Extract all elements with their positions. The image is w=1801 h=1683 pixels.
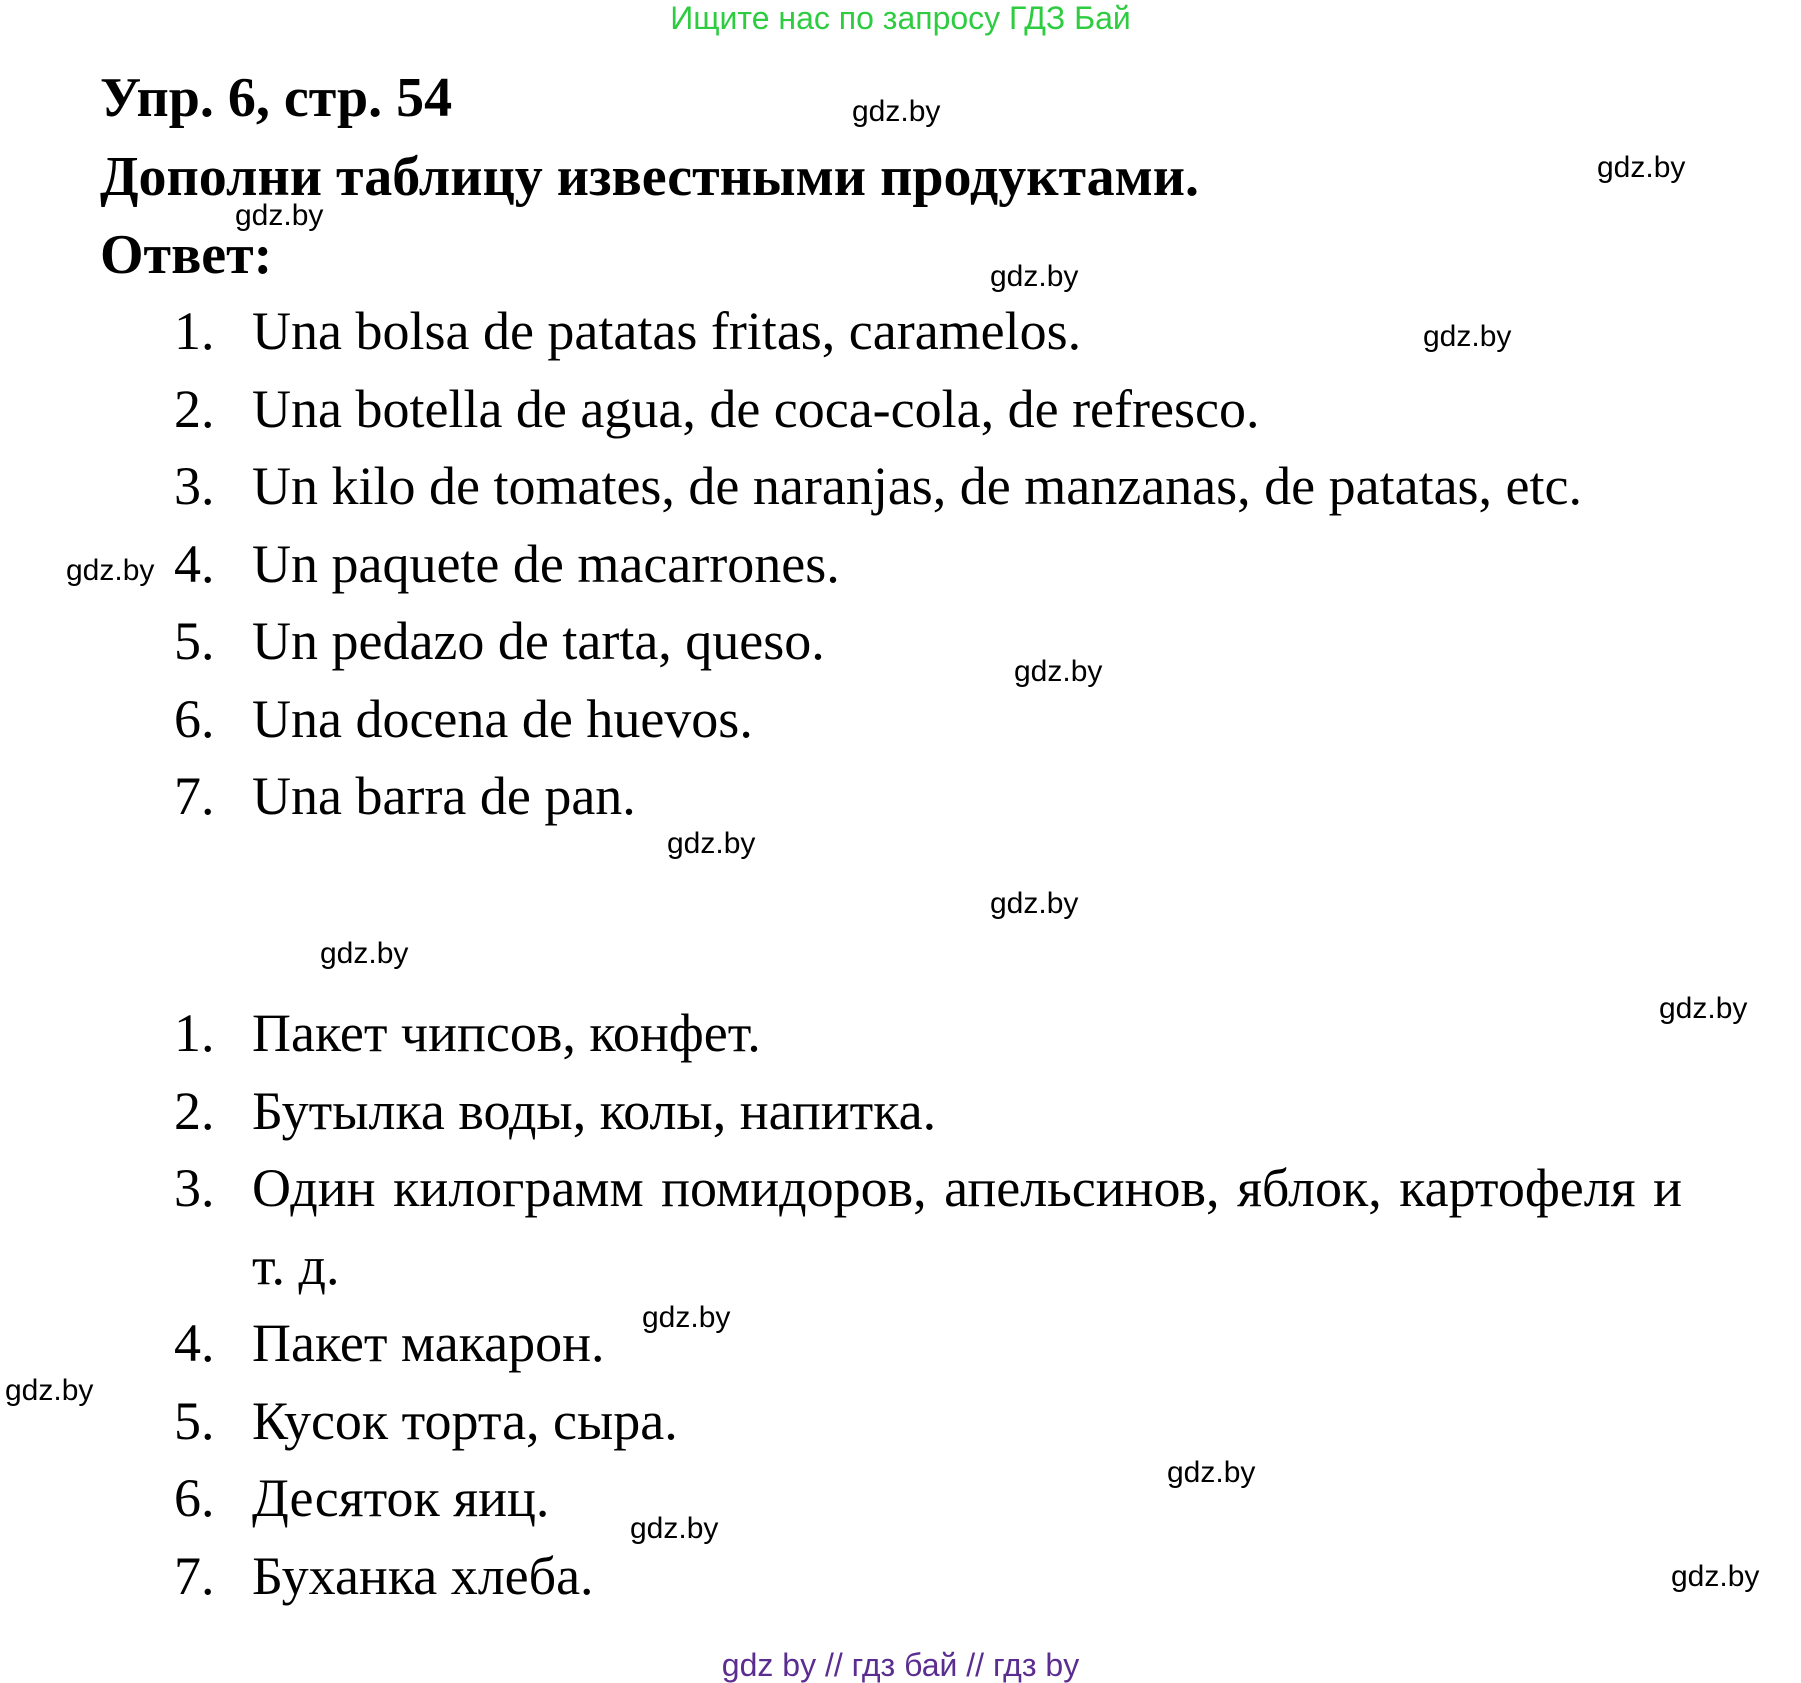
task-title: Дополни таблицу известными продуктами. bbox=[100, 146, 1200, 208]
watermark: gdz.by bbox=[1014, 655, 1103, 688]
watermark: gdz.by bbox=[5, 1374, 94, 1407]
watermark: gdz.by bbox=[990, 260, 1079, 293]
item-number: 3. bbox=[174, 456, 215, 516]
item-number: 4. bbox=[174, 1313, 215, 1373]
list-item bbox=[0, 1460, 1682, 1538]
item-number: 7. bbox=[174, 766, 215, 826]
item-text: Буханка хлеба. bbox=[252, 1545, 594, 1606]
list-item bbox=[0, 1305, 1682, 1383]
item-number: 1. bbox=[174, 1003, 215, 1063]
item-text: Пакет чипсов, конфет. bbox=[252, 1003, 761, 1063]
list-item bbox=[0, 1150, 1682, 1305]
item-number: 7. bbox=[174, 1545, 215, 1606]
watermark: gdz.by bbox=[852, 95, 941, 128]
item-text: Una botella de agua, de coca-cola, de refresco. bbox=[252, 378, 1260, 439]
list-item bbox=[0, 758, 1682, 836]
item-text: Кусок торта, сыра. bbox=[252, 1390, 678, 1451]
item-number: 2. bbox=[174, 378, 215, 439]
item-text: Бутылка воды, колы, напитка. bbox=[252, 1080, 937, 1141]
item-text: Один килограмм помидоров, апельсинов, яблок, картофеля и т. д. bbox=[252, 1158, 1682, 1296]
item-text: Десяток яиц. bbox=[252, 1468, 550, 1528]
watermark: gdz.by bbox=[1423, 320, 1512, 353]
item-number: 3. bbox=[174, 1158, 215, 1218]
watermark: gdz.by bbox=[235, 199, 324, 232]
answer-label: Ответ: bbox=[100, 224, 273, 286]
item-number: 6. bbox=[174, 688, 215, 749]
watermark: gdz.by bbox=[1597, 151, 1686, 184]
top-banner: Ищите нас по запросу ГДЗ Бай bbox=[670, 0, 1131, 36]
item-text: Una docena de huevos. bbox=[252, 688, 753, 749]
item-text: Una bolsa de patatas fritas, caramelos. bbox=[252, 301, 1082, 361]
list-item bbox=[0, 526, 1682, 604]
item-text: Un pedazo de tarta, queso. bbox=[252, 611, 825, 671]
list-item bbox=[0, 448, 1682, 526]
list-item bbox=[0, 371, 1682, 449]
list-item bbox=[0, 1383, 1682, 1461]
list-item bbox=[0, 603, 1682, 681]
item-number: 5. bbox=[174, 1390, 215, 1451]
russian-answer-list bbox=[0, 995, 1682, 1615]
list-item bbox=[0, 1073, 1682, 1151]
watermark: gdz.by bbox=[667, 827, 756, 860]
watermark: gdz.by bbox=[990, 887, 1079, 920]
watermark: gdz.by bbox=[1659, 992, 1748, 1025]
item-number: 5. bbox=[174, 611, 215, 671]
list-item bbox=[0, 995, 1682, 1073]
item-text: Una barra de pan. bbox=[252, 766, 636, 826]
list-item bbox=[0, 681, 1682, 759]
item-text: Un kilo de tomates, de naranjas, de manzanas, de patatas, etc. bbox=[252, 456, 1582, 516]
spanish-answer-list bbox=[0, 293, 1682, 836]
watermark: gdz.by bbox=[320, 937, 409, 970]
watermark: gdz.by bbox=[1671, 1560, 1760, 1593]
item-text: Un paquete de macarrones. bbox=[252, 533, 840, 594]
item-text: Пакет макарон. bbox=[252, 1313, 605, 1373]
watermark: gdz.by bbox=[642, 1301, 731, 1334]
footer-links: gdz by // гдз бай // гдз by bbox=[721, 1647, 1080, 1683]
list-item bbox=[0, 1538, 1682, 1616]
item-number: 2. bbox=[174, 1080, 215, 1141]
watermark: gdz.by bbox=[1167, 1456, 1256, 1489]
exercise-title: Упр. 6, стр. 54 bbox=[100, 67, 453, 129]
item-number: 6. bbox=[174, 1468, 215, 1528]
item-number: 4. bbox=[174, 533, 215, 594]
watermark: gdz.by bbox=[630, 1512, 719, 1545]
item-number: 1. bbox=[174, 301, 215, 361]
watermark: gdz.by bbox=[66, 554, 155, 587]
